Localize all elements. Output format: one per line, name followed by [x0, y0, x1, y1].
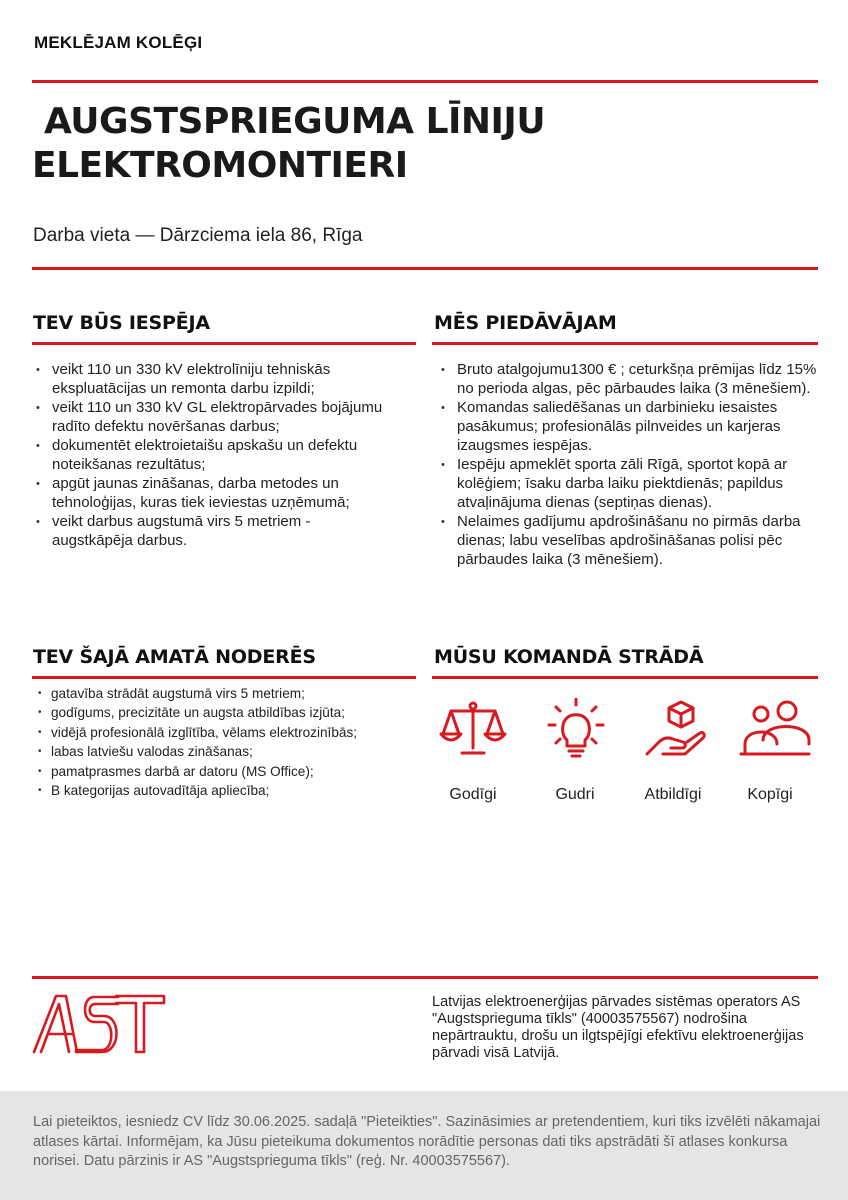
value-label-4: Kopīgi — [747, 786, 793, 803]
opportunities-heading: TEV BŪS IESPĒJA — [33, 312, 210, 334]
list-item: • labas latviešu valodas zināšanas; — [35, 742, 405, 761]
list-item: • veikt 110 un 330 kV elektrolīniju tehniskās ekspluatācijas un remonta darbu izpildi; — [32, 360, 392, 398]
kicker-text: MEKLĒJAM KOLĒĢI — [34, 33, 203, 52]
ast-logo — [32, 994, 167, 1054]
list-item: • dokumentēt elektroietaišu apskašu un defektu noteikšanas rezultātus; — [32, 436, 392, 474]
scales-icon — [433, 698, 513, 760]
page-title — [32, 100, 732, 188]
requirements-divider — [32, 676, 416, 679]
list-item: • B kategorijas autovadītāja apliecība; — [35, 781, 405, 800]
divider-footer — [32, 976, 818, 979]
list-item: • Nelaimes gadījumu apdrošināšanu no pirmās darba dienas; labu veselības apdrošināšanas polisi pēc pārbaudes laika (3 mēnešiem). — [437, 512, 817, 569]
list-item: • vidējā profesionālā izglītība, vēlams elektrozinībās; — [35, 723, 405, 742]
divider-top — [32, 80, 818, 83]
list-item: • Bruto atalgojumu1300 € ; ceturkšņa prēmijas līdz 15% no perioda algas, pēc pārbaudes laika (3 mēnešiem). — [437, 360, 817, 398]
job-location: Darba vieta — Dārzciema iela 86, Rīga — [33, 225, 363, 246]
offer-heading: MĒS PIEDĀVĀJAM — [434, 312, 617, 334]
requirements-heading: TEV ŠAJĀ AMATĀ NODERĒS — [33, 646, 316, 668]
offer-list — [437, 360, 817, 569]
list-item: • apgūt jaunas zināšanas, darba metodes un tehnoloģijas, kuras tiek ieviestas uzņēmumā; — [32, 474, 392, 512]
application-note: Lai pieteiktos, iesniedz CV līdz 30.06.2025. sadaļā "Pieteikties". Sazināsimies ar pretendentiem, kuri tiks izvēlēti nākamajai atlases kārtai. Informējam, ka Jūsu pieteikuma dokumentos norādītie personas dati tiks apstrādāti šī atlases konkursa norisei. Datu pārzinis ir AS "Augstsprieguma tīkls" (reģ. Nr. 40003575567). — [33, 1114, 821, 1169]
list-item: • Iespēju apmeklēt sporta zāli Rīgā, sportot kopā ar kolēģiem; īsaku darba laiku piektdienās; papildus atvaļinājuma dienas (septiņas dienas). — [437, 455, 817, 512]
offer-divider — [432, 342, 818, 345]
list-item: • veikt darbus augstumā virs 5 metriem - augstkāpēja darbus. — [32, 512, 392, 550]
people-icon — [735, 698, 815, 760]
divider-location — [32, 267, 818, 270]
list-item: • Komandas saliedēšanas un darbinieku iesaistes pasākumus; profesionālās pilnveides un karjeras izaugsmes iespējas. — [437, 398, 817, 455]
value-label-3: Atbildīgi — [644, 786, 702, 803]
title-line-2: ELEKTROMONTIERI — [32, 145, 408, 186]
value-label-1: Godīgi — [449, 786, 497, 803]
requirements-list — [35, 684, 405, 800]
list-item: • veikt 110 un 330 kV GL elektropārvades bojājumu radīto defektu novēršanas darbus; — [32, 398, 392, 436]
list-item: • godīgums, precizitāte un augsta atbildības izjūta; — [35, 703, 405, 722]
list-item: • gatavība strādāt augstumā virs 5 metriem; — [35, 684, 405, 703]
opportunities-divider — [32, 342, 416, 345]
list-item: • pamatprasmes darbā ar datoru (MS Office); — [35, 762, 405, 781]
company-info: Latvijas elektroenerģijas pārvades sistēmas operators AS "Augstsprieguma tīkls" (40003575567) nodrošina nepārtrauktu, drošu un ilgtspējīgi efektīvu elektroenerģijas pārvadi visā Latvijā. — [432, 994, 804, 1061]
opportunities-list — [32, 360, 392, 550]
team-divider — [432, 676, 818, 679]
team-heading: MŪSU KOMANDĀ STRĀDĀ — [434, 646, 704, 668]
title-line-1: AUGSTSPRIEGUMA LĪNIJU — [32, 101, 546, 142]
lightbulb-icon — [536, 698, 616, 760]
hand-box-icon — [636, 698, 716, 760]
value-label-2: Gudri — [555, 786, 595, 803]
